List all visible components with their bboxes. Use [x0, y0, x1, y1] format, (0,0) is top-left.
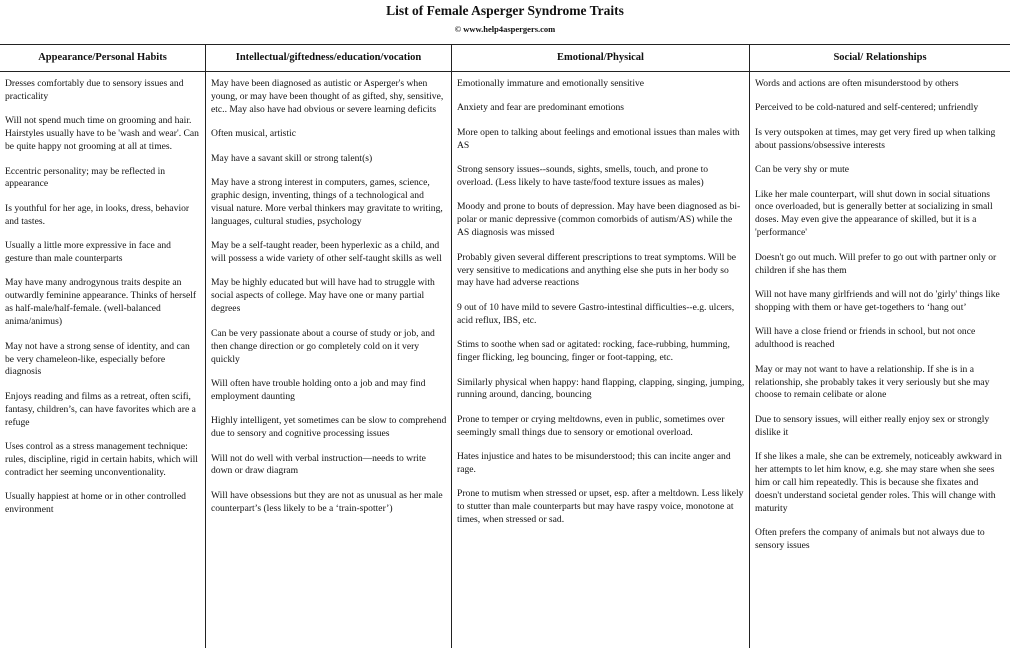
trait-item: Is very outspoken at times, may get very fired up when talking about passions/obsessive interests [755, 126, 996, 151]
trait-item: Dresses comfortably due to sensory issues and practicality [5, 78, 184, 102]
trait-item: Can be very passionate about a course of study or job, and then change direction or go completely cold on it very quickly [211, 327, 435, 365]
column-intellectual [205, 45, 451, 648]
trait-item: Like her male counterpart, will shut down in social situations once overloaded, but is generally better at socializing in small doses. May even give the appearance of skilled, but it is a 'performance' [755, 188, 993, 239]
trait-item: Is youthful for her age, in looks, dress, behavior and tastes. [5, 202, 190, 227]
column-social [749, 45, 1010, 648]
trait-item: Emotionally immature and emotionally sensitive [457, 78, 645, 89]
trait-item: Often prefers the company of animals but not always due to sensory issues [755, 527, 985, 552]
column-items [0, 72, 205, 517]
trait-item: Moody and prone to bouts of depression. May have been diagnosed as bi-polar or manic depressive (common comorbids of autism/AS) while the AS diagnosis was missed [457, 201, 741, 239]
trait-item: May not have a strong sense of identity, and can be very chameleon-like, especially before diagnosis [5, 340, 190, 378]
trait-item: Will not do well with verbal instruction—needs to write down or draw diagram [211, 452, 426, 477]
trait-item: Probably given several different prescriptions to treat symptoms. Will be very sensitive to medications and anything else she puts in her body so may have had adverse reactions [457, 251, 737, 289]
column-header: Emotional/Physical [452, 45, 749, 72]
trait-item: May be a self-taught reader, been hyperlexic as a child, and will possess a wide variety of other self-taught skills as well [211, 240, 442, 265]
column-items [206, 72, 451, 516]
column-header: Appearance/Personal Habits [0, 45, 205, 72]
trait-item: Words and actions are often misunderstood by others [755, 78, 959, 89]
traits-table [0, 44, 1010, 648]
trait-item: Anxiety and fear are predominant emotions [457, 102, 625, 114]
column-appearance [0, 45, 205, 648]
trait-item: Eccentric personality; may be reflected in appearance [5, 165, 166, 190]
trait-item: Will often have trouble holding onto a job and may find employment daunting [211, 377, 426, 402]
trait-item: Due to sensory issues, will either really enjoy sex or strongly dislike it [755, 413, 990, 438]
trait-item: May have a savant skill or strong talent(s) [211, 152, 373, 164]
trait-item: May or may not want to have a relationship. If she is in a relationship, she probably takes it very seriously but she may choose to remain celibate or alone [755, 363, 990, 401]
column-header: Social/ Relationships [750, 45, 1010, 72]
trait-item: 9 out of 10 have mild to severe Gastro-intestinal difficulties--e.g. ulcers, acid reflux, IBS, etc. [457, 301, 735, 326]
trait-item: Similarly physical when happy: hand flapping, clapping, singing, jumping, running around, dancing, bouncing [457, 376, 745, 401]
trait-item: Perceived to be cold-natured and self-centered; unfriendly [755, 102, 979, 114]
trait-item: Strong sensory issues--sounds, sights, smells, touch, and prone to overload. (Less likely to have taste/food texture issues as males) [457, 164, 709, 189]
trait-item: Usually a little more expressive in face and gesture than male counterparts [5, 240, 171, 265]
trait-item: Can be very shy or mute [755, 164, 850, 176]
column-items [750, 72, 1010, 553]
trait-item: Stims to soothe when sad or agitated: rocking, face-rubbing, humming, finger flicking, leg bouncing, finger or foot-tapping, etc. [457, 339, 730, 364]
trait-item: More open to talking about feelings and emotional issues than males with AS [457, 126, 740, 151]
trait-item: Will not spend much time on grooming and hair. Hairstyles usually have to be 'wash and wear'. Can be quite happy not grooming at all at times. [5, 115, 199, 153]
trait-item: May be highly educated but will have had to struggle with social aspects of college. May have one or many partial degrees [211, 277, 435, 315]
column-items [452, 72, 749, 527]
trait-item: May have been diagnosed as autistic or Asperger's when young, or may have been thought of as gifted, shy, sensitive, etc.. May also have had obvious or severe learning deficits [211, 78, 444, 115]
trait-item: Hates injustice and hates to be misunderstood; this can incite anger and rage. [457, 451, 731, 476]
trait-item: Uses control as a stress management technique: rules, discipline, rigid in certain habits, which will contradict her seeming unconventionality. [5, 441, 198, 478]
trait-item: Often musical, artistic [211, 128, 296, 140]
trait-item: Prone to temper or crying meltdowns, even in public, sometimes over seemingly small things due to sensory or emotional overload. [457, 413, 725, 438]
trait-item: Will have a close friend or friends in school, but not once adulthood is reached [755, 326, 976, 351]
column-header: Intellectual/giftedness/education/vocation [206, 45, 451, 72]
trait-item: Highly intelligent, yet sometimes can be slow to comprehend due to sensory and cognitive processing issues [211, 415, 447, 440]
trait-item: Will not have many girlfriends and will not do 'girly' things like shopping with them or have get-togethers to ‘hang out’ [755, 288, 1000, 313]
trait-item: Enjoys reading and films as a retreat, often scifi, fantasy, children’s, can have favorites which are a refuge [5, 390, 196, 428]
column-emotional [451, 45, 749, 648]
trait-item: May have many androgynous traits despite an outwardly feminine appearance. Thinks of herself as half-male/half-female. (well-balanced anima/animus) [5, 277, 197, 328]
trait-item: Prone to mutism when stressed or upset, esp. after a meltdown. Less likely to stutter than male counterparts but may have raspy voice, monotone at times, when stressed or sad. [457, 488, 744, 526]
document-title: List of Female Asperger Syndrome Traits [386, 3, 624, 18]
trait-item: Will have obsessions but they are not as unusual as her male counterpart’s (less likely to be a ‘train-spotter’) [211, 489, 443, 514]
trait-item: If she likes a male, she can be extremely, noticeably awkward in her attempts to let him know, e.g. she may stare when she sees him or call him repeatedly. This is because she fixates and doesn't understand societal gender roles. This will change with maturity [755, 451, 1002, 514]
trait-item: Usually happiest at home or in other controlled environment [5, 491, 186, 516]
source-credit: © www.help4aspergers.com [454, 24, 556, 34]
trait-item: Doesn't go out much. Will prefer to go out with partner only or children if she has them [755, 251, 997, 276]
trait-item: May have a strong interest in computers, games, science, graphic design, inventing, things of a technological and visual nature. More verbal thinkers may gravitate to writing, languages, cultural studies, psychology [211, 177, 443, 227]
